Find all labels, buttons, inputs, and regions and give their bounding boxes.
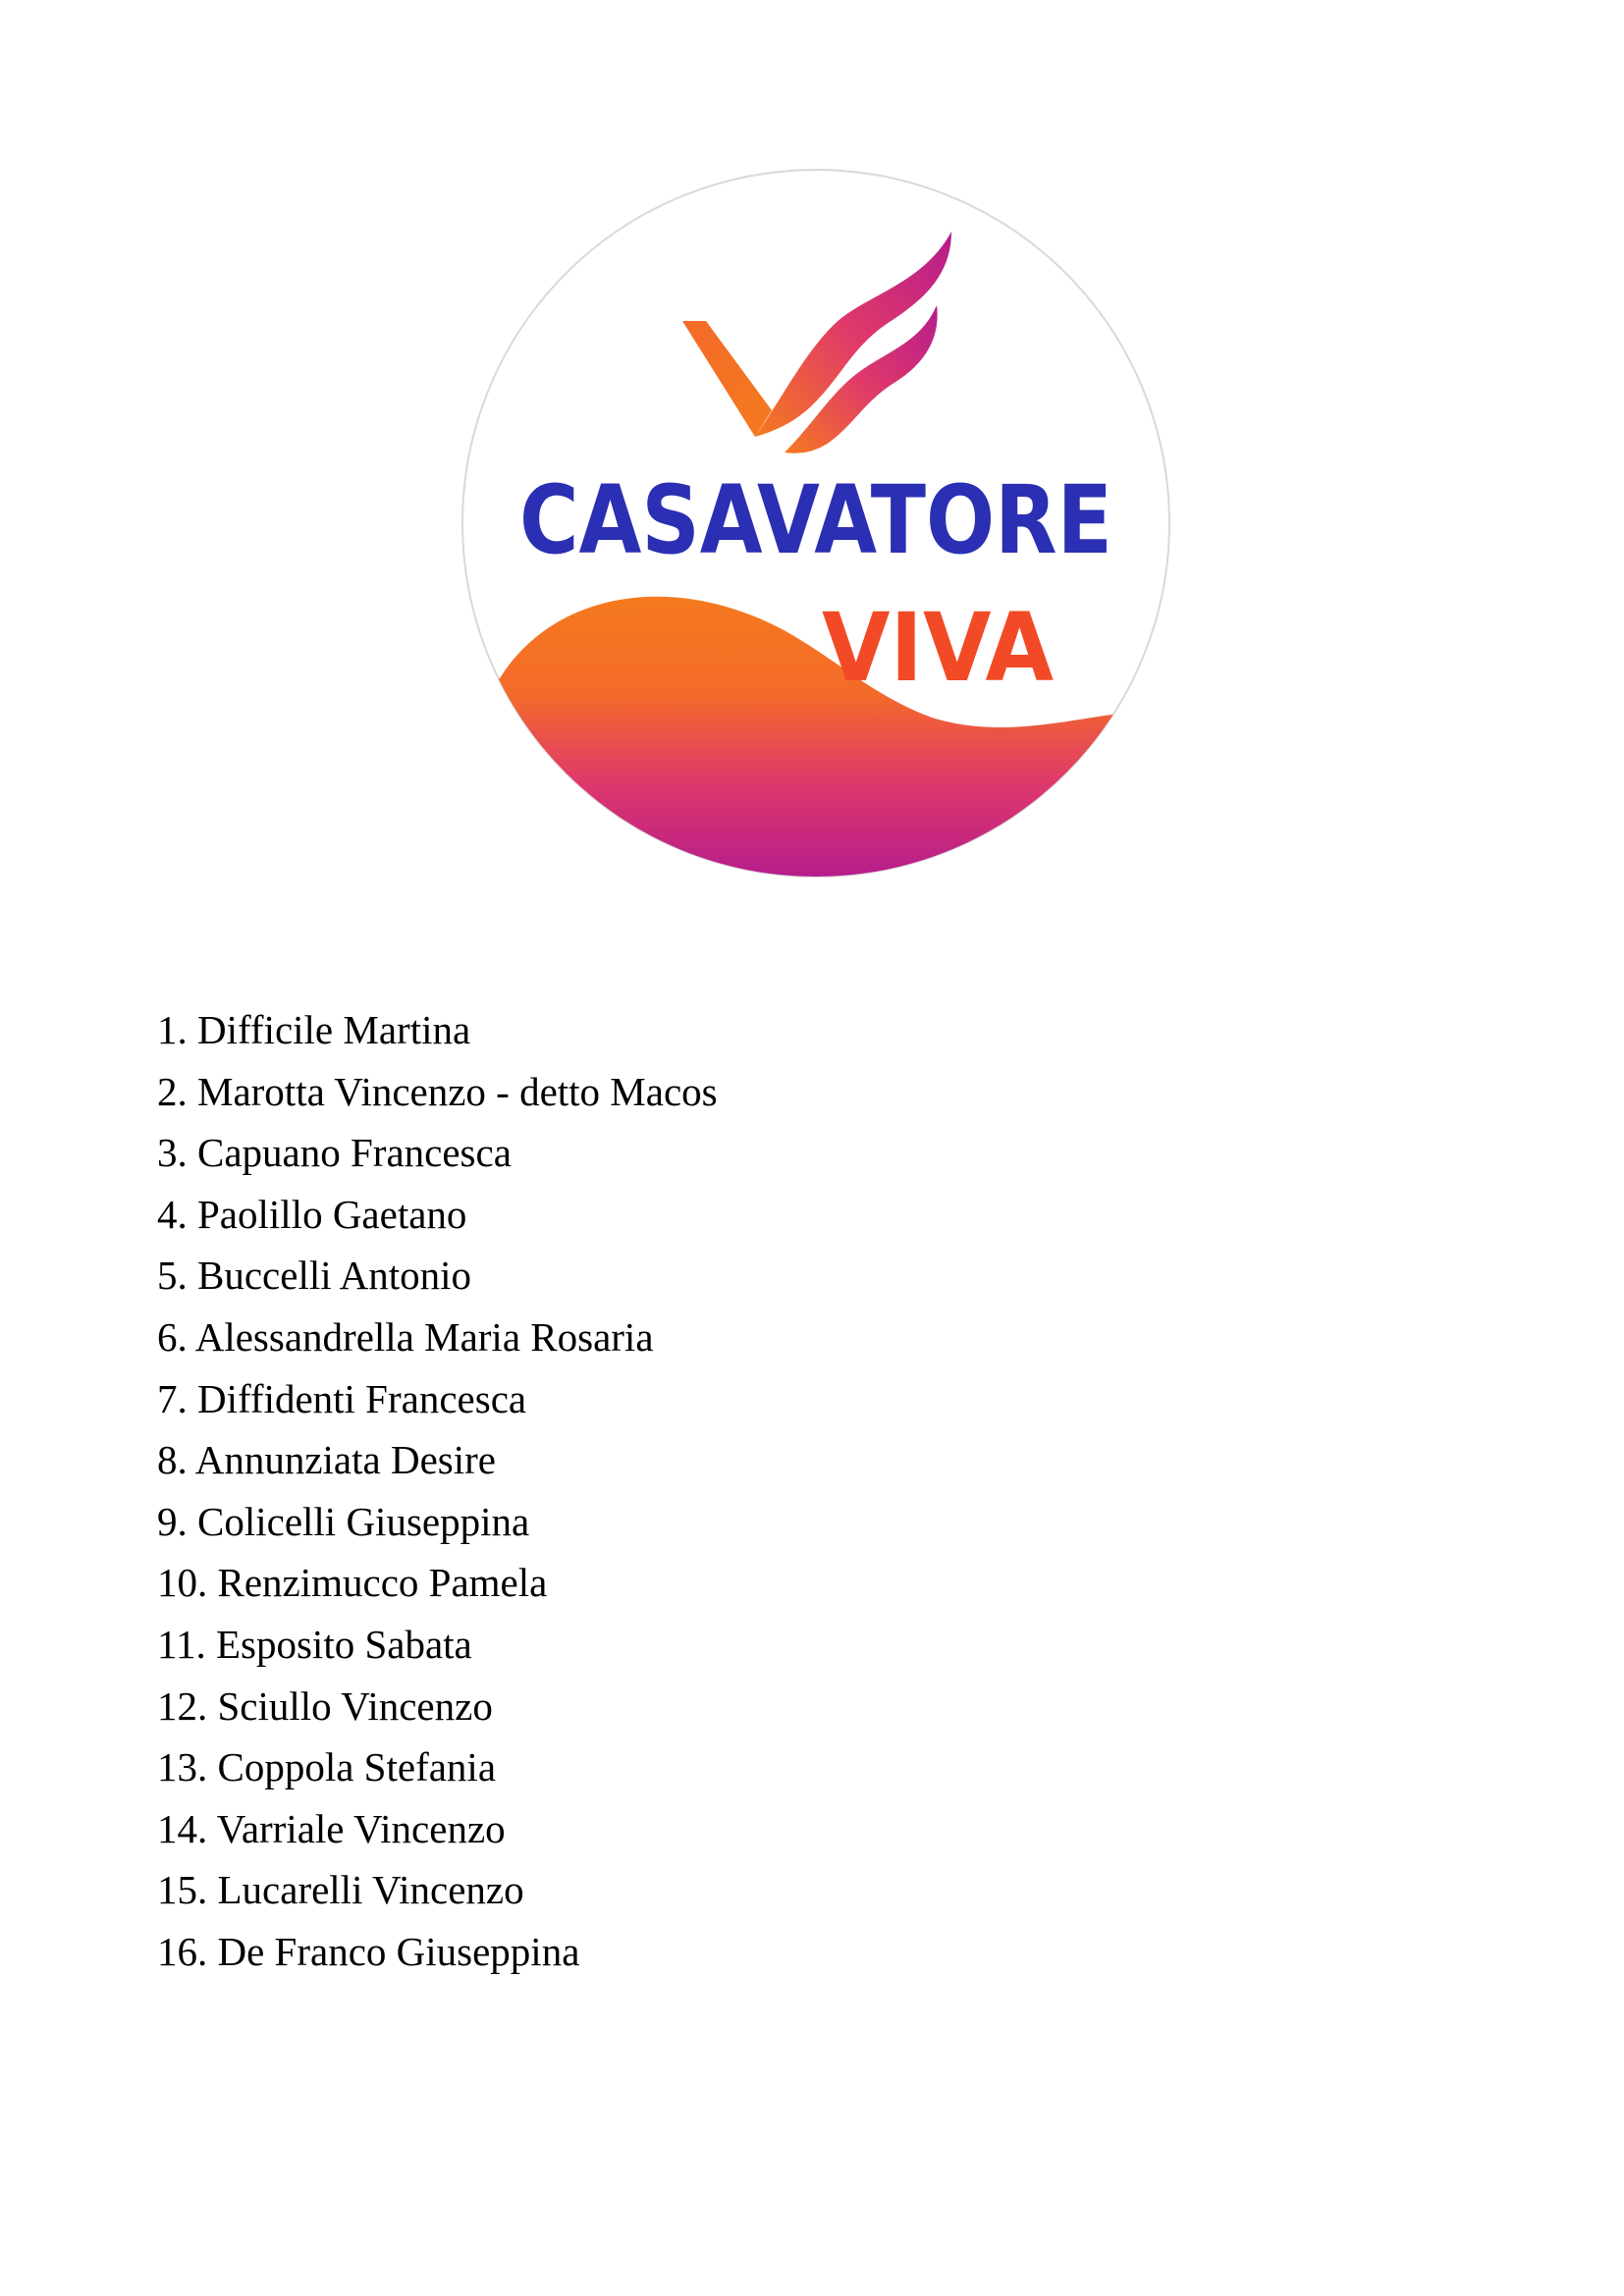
list-item: 15. Lucarelli Vincenzo: [157, 1867, 524, 1913]
list-item: 13. Coppola Stefania: [157, 1744, 497, 1790]
candidate-list: [157, 999, 718, 1983]
list-item: 2. Marotta Vincenzo - detto Macos: [157, 1068, 718, 1114]
logo-title-line1: CASAVATORE: [519, 465, 1112, 575]
list-item: 4. Paolillo Gaetano: [157, 1191, 467, 1237]
list-item: 8. Annunziata Desire: [157, 1437, 496, 1483]
logo-title-line2: VIVA: [822, 593, 1054, 703]
list-item: 5. Buccelli Antonio: [157, 1253, 471, 1299]
casavatore-viva-logo: [460, 168, 1171, 879]
list-item: 11. Esposito Sabata: [157, 1621, 472, 1667]
list-item: 3. Capuano Francesca: [157, 1130, 512, 1176]
list-item: 14. Varriale Vincenzo: [157, 1805, 506, 1851]
list-item: 16. De Franco Giuseppina: [157, 1928, 580, 1974]
list-item: 10. Renzimucco Pamela: [157, 1560, 548, 1606]
list-item: 6. Alessandrella Maria Rosaria: [157, 1313, 654, 1360]
list-item: 12. Sciullo Vincenzo: [157, 1682, 493, 1729]
list-item: 1. Difficile Martina: [157, 1007, 471, 1052]
list-item: 7. Diffidenti Francesca: [157, 1375, 527, 1421]
list-item: 9. Colicelli Giuseppina: [157, 1498, 530, 1544]
logo-graphic: [460, 168, 1171, 879]
